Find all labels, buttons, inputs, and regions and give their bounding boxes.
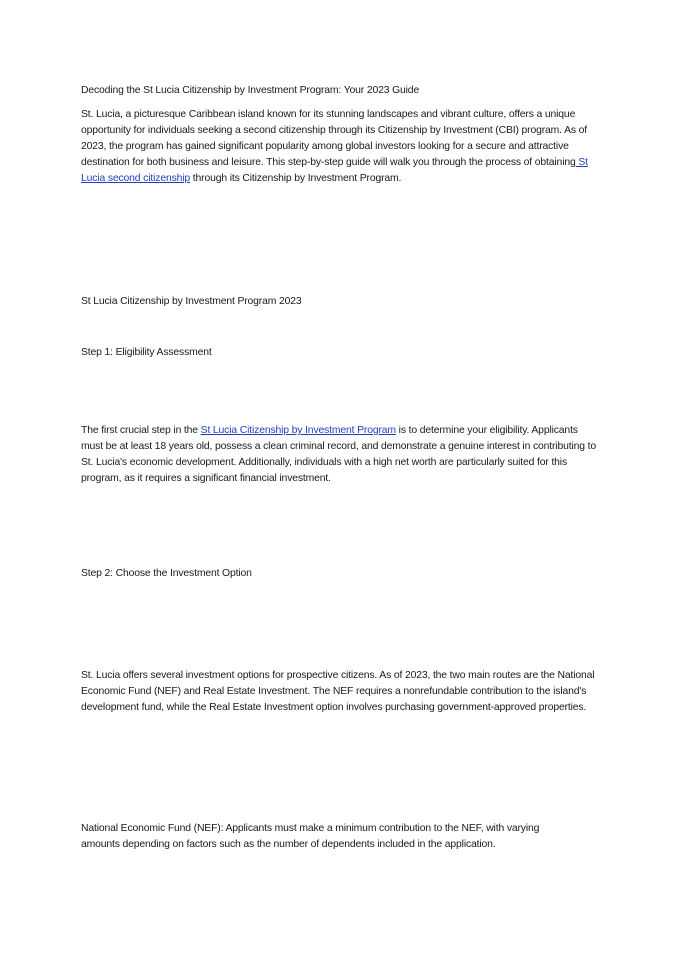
intro-text-start: St. Lucia, a picturesque Caribbean island known for its stunning landscapes and vibrant culture, offers a unique opportunity for individuals seeking a second citizenship through its Citizenship by Investment (CBI) program. As of 2023, the program has gained significant popularity among global investors looking for a secure and attractive destination for both business and leisure. This step-by-step guide will walk you through the process of obtaining xyxy=(81,109,588,168)
step1-heading: Step 1: Eligibility Assessment xyxy=(81,347,212,358)
section-heading: St Lucia Citizenship by Investment Program 2023 xyxy=(81,296,302,307)
nef-paragraph: National Economic Fund (NEF): Applicants must make a minimum contribution to the NEF, with varying amounts depending on factors such as the number of dependents included in the application. xyxy=(81,823,540,850)
step2-paragraph: St. Lucia offers several investment options for prospective citizens. As of 2023, the two main routes are the National Economic Fund (NEF) and Real Estate Investment. The NEF requires a nonrefundable contribution to the island's development fund, while the Real Estate Investment option involves purchasing government-approved properties. xyxy=(81,670,595,713)
intro-text-end: through its Citizenship by Investment Program. xyxy=(190,173,402,184)
intro-paragraph xyxy=(81,107,601,187)
cbi-program-link[interactable]: St Lucia Citizenship by Investment Program xyxy=(200,425,396,436)
step1-text-start: The first crucial step in the xyxy=(81,425,201,436)
document-title: Decoding the St Lucia Citizenship by Investment Program: Your 2023 Guide xyxy=(81,85,420,96)
step2-heading: Step 2: Choose the Investment Option xyxy=(81,568,252,579)
second-citizenship-link[interactable]: St Lucia second citizenship xyxy=(81,157,588,184)
step1-paragraph xyxy=(81,423,601,487)
step1-text-end: is to determine your eligibility. Applicants must be at least 18 years old, possess a clean criminal record, and demonstrate a genuine interest in contributing to St. Lucia's economic development. Additionally, individuals with a high net worth are particularly suited for this program, as it requires a significant financial investment. xyxy=(81,425,596,484)
